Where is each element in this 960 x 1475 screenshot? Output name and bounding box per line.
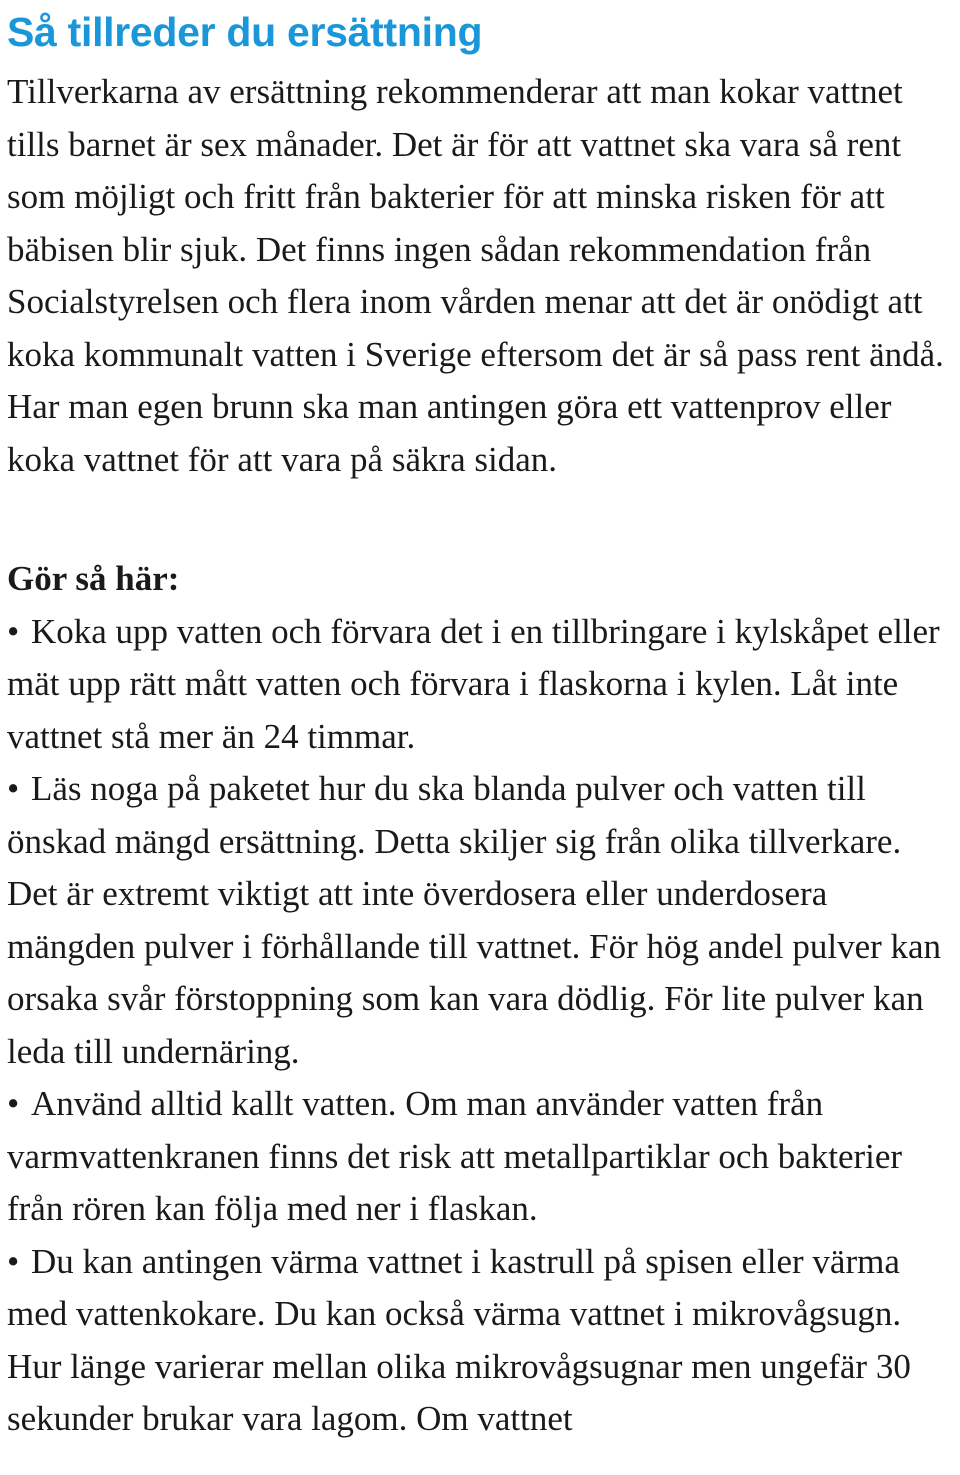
step-text: Använd alltid kallt vatten. Om man använder vatten från varmvattenkranen finns det risk att metallpartiklar och bakterier från rören kan följa med ner i flaskan.: [7, 1084, 903, 1228]
bullet-icon: •: [7, 769, 20, 808]
article-title: Så tillreder du ersättning: [7, 9, 483, 55]
list-item: [7, 606, 957, 764]
list-item: [7, 763, 957, 1078]
bullet-icon: •: [7, 1084, 20, 1123]
instructions-heading: Gör så här:: [7, 559, 180, 598]
document-page: [7, 0, 957, 1446]
list-item: [7, 1078, 957, 1236]
instruction-list: [7, 606, 957, 1446]
step-text: Koka upp vatten och förvara det i en tillbringare i kylskåpet eller mät upp rätt mått vatten och förvara i flaskorna i kylen. Låt inte vattnet stå mer än 24 timmar.: [7, 611, 940, 756]
intro-paragraph: Tillverkarna av ersättning rekommenderar att man kokar vattnet tills barnet är sex månader. Det är för att vattnet ska vara så rent som möjligt och fritt från bakterier för att minska risken för att bäbisen blir sjuk. Det finns ingen sådan rekommendation från Socialstyrelsen och flera inom vården menar att det är onödigt att koka kommunalt vatten i Sverige eftersom det är så pass rent ändå. Har man egen brunn ska man antingen göra ett vattenprov eller koka vattnet för att vara på säkra sidan.: [7, 72, 944, 479]
step-text: Läs noga på paketet hur du ska blanda pulver och vatten till önskad mängd ersättning. Detta skiljer sig från olika tillverkare. Det är extremt viktigt att inte överdosera eller underdosera mängden pulver i förhållande till vattnet. För hög andel pulver kan orsaka svår förstoppning som kan vara dödlig. För lite pulver kan leda till undernäring.: [7, 769, 942, 1071]
list-item: [7, 1236, 957, 1446]
bullet-icon: •: [7, 611, 20, 651]
step-text: Du kan antingen värma vattnet i kastrull på spisen eller värma med vattenkokare. Du kan också värma vattnet i mikrovågsugn. Hur länge varierar mellan olika mikrovågsugnar men ungefär 30 sekunder brukar vara lagom. Om vattnet: [7, 1241, 911, 1438]
bullet-icon: •: [7, 1241, 20, 1281]
